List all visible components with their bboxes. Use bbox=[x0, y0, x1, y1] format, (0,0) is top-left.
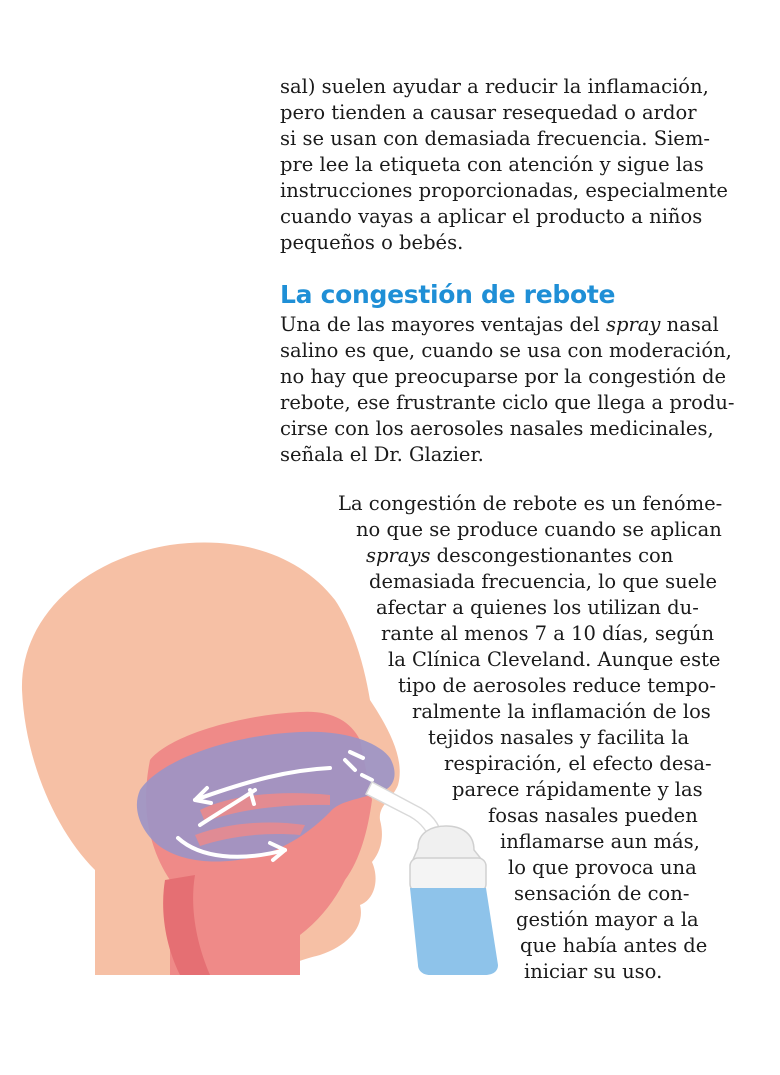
text-line: gestión mayor a la bbox=[516, 908, 699, 931]
text-line: parece rápidamente y las bbox=[452, 778, 703, 801]
text-line: afectar a quienes los utilizan du- bbox=[376, 596, 699, 619]
text-line: La congestión de rebote es un fenóme- bbox=[338, 492, 723, 515]
text-line: cirse con los aerosoles nasales medicinales, bbox=[280, 417, 714, 440]
text-line: tejidos nasales y facilita la bbox=[428, 726, 690, 749]
bottle-cap bbox=[412, 826, 482, 862]
body-paragraph bbox=[280, 312, 735, 468]
text-run: descongestionantes con bbox=[430, 544, 674, 567]
text-line: señala el Dr. Glazier. bbox=[280, 443, 484, 466]
text-line: sensación de con- bbox=[514, 882, 690, 905]
intro-paragraph bbox=[280, 74, 730, 256]
text-line: rante al menos 7 a 10 días, según bbox=[381, 622, 715, 645]
text-line: la Clínica Cleveland. Aunque este bbox=[388, 648, 721, 671]
text-line: iniciar su uso. bbox=[524, 960, 663, 983]
text-run: nasal bbox=[660, 313, 719, 336]
text-line: cuando vayas a aplicar el producto a niños bbox=[280, 205, 703, 228]
text-line: pequeños o bebés. bbox=[280, 231, 464, 254]
text-line: rebote, ese frustrante ciclo que llega a produ- bbox=[280, 391, 735, 414]
text-line: si se usan con demasiada frecuencia. Siem- bbox=[280, 127, 710, 150]
text-line bbox=[280, 312, 730, 338]
text-line bbox=[366, 543, 673, 569]
text-line: sal) suelen ayudar a reducir la inflamación, bbox=[280, 75, 709, 98]
text-line: que había antes de bbox=[520, 934, 708, 957]
text-line: respiración, el efecto desa- bbox=[444, 752, 712, 775]
text-line: salino es que, cuando se usa con moderación, bbox=[280, 339, 732, 362]
italic-term: spray bbox=[605, 313, 661, 336]
text-line: no hay que preocuparse por la congestión de bbox=[280, 365, 727, 388]
text-line: ralmente la inflamación de los bbox=[412, 700, 711, 723]
section-heading: La congestión de rebote bbox=[280, 280, 616, 309]
bottle-neck bbox=[410, 858, 486, 892]
text-line: inflamarse aun más, bbox=[500, 830, 700, 853]
text-line: instrucciones proporcionadas, especialmente bbox=[280, 179, 728, 202]
text-run: Una de las mayores ventajas del bbox=[280, 313, 606, 336]
text-line: demasiada frecuencia, lo que suele bbox=[369, 570, 717, 593]
text-line: fosas nasales pueden bbox=[488, 804, 698, 827]
text-line: pero tienden a causar resequedad o ardor bbox=[280, 101, 697, 124]
bottle-body bbox=[410, 888, 498, 975]
text-line: lo que provoca una bbox=[508, 856, 697, 879]
text-line: tipo de aerosoles reduce tempo- bbox=[398, 674, 716, 697]
italic-term: sprays bbox=[366, 544, 431, 567]
text-line: pre lee la etiqueta con atención y sigue las bbox=[280, 153, 704, 176]
text-line: no que se produce cuando se aplican bbox=[356, 518, 722, 541]
